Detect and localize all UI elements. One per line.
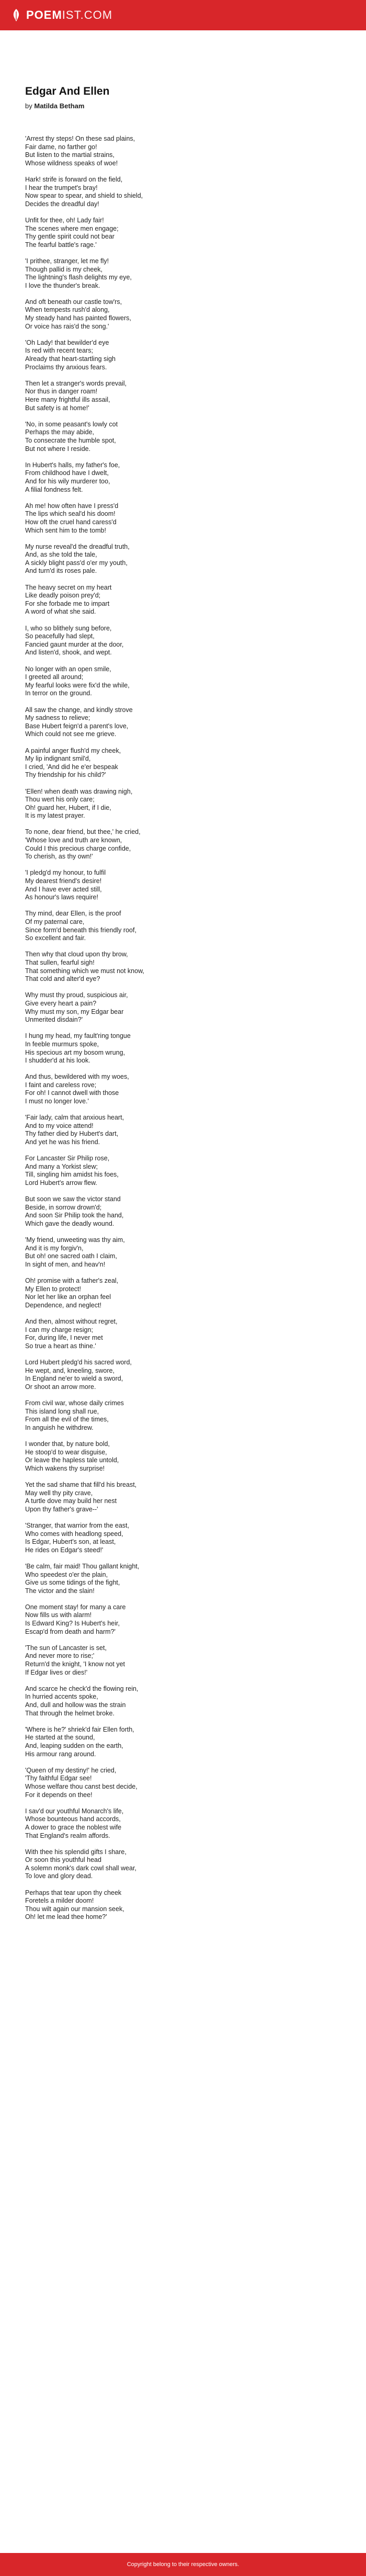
stanza [25,991,341,1024]
poem-line: That sullen, fearful sigh! [25,958,95,966]
stanza [25,1277,341,1309]
poem-line: For, during life, I never met [25,1334,103,1342]
poem-line: My lip indignant smil'd, [25,755,91,763]
poem-line: He rides on Edgar's steed!' [25,1546,104,1554]
stanza [25,910,341,942]
poem-line: Upon thy father's grave--' [25,1505,98,1513]
poem-line: A solemn monk's dark cowl shall wear, [25,1864,136,1872]
poem-line: And soon Sir Philip took the hand, [25,1212,124,1219]
poem-line: Like deadly poison prey'd; [25,592,101,600]
poem-line: Then why that cloud upon thy brow, [25,951,128,958]
poem-line: Thy father died by Hubert's dart, [25,1130,119,1138]
poem-line: I wonder that, by nature bold, [25,1440,110,1448]
poem-line: Fancied gaunt murder at the door, [25,640,124,648]
poem-line: Now fills us with alarm! [25,1611,92,1619]
poem-line: Who speedest o'er the plain, [25,1571,108,1578]
stanza [25,951,341,983]
poem-line: He stoop'd to wear disguise, [25,1448,107,1456]
stanza [25,217,341,249]
poem-line: 'The sun of Lancaster is set, [25,1644,107,1652]
poem-line: His specious art my bosom wrung, [25,1048,125,1056]
poem-line: No longer with an open smile, [25,665,111,673]
stanza [25,1399,341,1432]
poem-line: To none, dear friend, but thee,' he cried, [25,828,141,836]
poem-line: Lord Hubert's arrow flew. [25,1179,97,1187]
site-name: POEMIST.COM [26,8,113,21]
poem-line: That through the helmet broke. [25,1709,115,1717]
poem-line: Nor thus in danger roam! [25,388,98,396]
poem-line: And I have ever acted still, [25,885,102,893]
stanza [25,339,341,371]
poem-line: Yet the sad shame that fill'd his breast, [25,1481,137,1488]
poem-line: Till, singling him amidst his foes, [25,1171,119,1179]
poem-line: With thee his splendid gifts I share, [25,1848,127,1856]
poem-line: In hurried accents spoke, [25,1693,98,1701]
poem-line: Whose bounteous hand accords, [25,1815,121,1823]
stanza [25,747,341,779]
quill-icon [12,8,21,22]
stanza [25,461,341,494]
poem-line: That something which we must not know, [25,967,144,975]
poem-line: 'I pledg'd my honour, to fulfil [25,869,106,877]
by-prefix: by [25,102,32,110]
poem-line: Whose wildness speaks of woe! [25,159,118,167]
poem-line: But listen to the martial strains, [25,151,115,159]
poem-line: Decides the dreadful day! [25,200,99,208]
poem-line: Though pallid is my cheek, [25,265,102,273]
stanza [25,869,341,901]
poem-line: For it depends on thee! [25,1791,93,1799]
poem-line: Fair dame, no farther go! [25,143,97,151]
poem-line: A turtle dove may build her nest [25,1497,117,1505]
poem-line: Perhaps that tear upon thy cheek [25,1889,122,1896]
stanza [25,543,341,575]
poem-line: To love and glory dead. [25,1872,93,1880]
poem-line: That cold and alter'd eye? [25,975,100,983]
poem-line: And to my voice attend! [25,1122,94,1129]
poem-line: And never more to rise;' [25,1652,95,1660]
poem-line: That England's realm affords. [25,1832,110,1839]
poem-line: But not where I reside. [25,445,91,453]
poem-line: A filial fondness felt. [25,485,83,493]
stanza [25,176,341,208]
poem-line: From childhood have I dwelt, [25,469,109,477]
poem-line: Who comes with headlong speed, [25,1530,123,1538]
poem-line: Already that heart-startling sigh [25,355,116,363]
poem-line: Ah me! how often have I press'd [25,502,119,510]
poem-line: 'Queen of my destiny!' he cried, [25,1766,117,1774]
stanza [25,298,341,331]
poem-line: I shudder'd at his look. [25,1057,90,1065]
stanza [25,625,341,657]
poem-line: 'Whose love and truth are known, [25,837,122,844]
poem-line: And many a Yorkist slew; [25,1162,98,1170]
stanza [25,1848,341,1881]
stanza [25,828,341,861]
poem-line: 'Ellen! when death was drawing nigh, [25,787,133,795]
poem-line: Could I this precious charge confide, [25,844,131,852]
poem-line: Oh! guard her, Hubert, if I die, [25,804,111,811]
poem-line: Why must my son, my Edgar bear [25,1008,124,1015]
poem-body [25,135,341,1922]
poem-line: Why must thy proud, suspicious air, [25,991,128,999]
poem-line: And for his wily murderer too, [25,477,110,485]
poem-line: Is Edward King? Is Hubert's heir, [25,1620,120,1628]
poem-line: 'Fair lady, calm that anxious heart, [25,1114,124,1122]
poem-line: Lord Hubert pledg'd his sacred word, [25,1359,132,1366]
poem-line: Proclaims thy anxious fears. [25,363,107,371]
poem-line: This island long shall rue, [25,1407,99,1415]
stanza [25,421,341,453]
poem-line: Beside, in sorrow drown'd; [25,1203,102,1211]
copyright-text: Copyright belong to their respective owners. [127,2561,239,2568]
poem-line: 'I prithee, stranger, let me fly! [25,257,109,265]
poem-line: And it is my forgiv'n, [25,1244,84,1252]
poem-line: I sav'd our youthful Monarch's life, [25,1807,124,1815]
poem-line: The victor and the slain! [25,1587,95,1595]
poem-line: Give every heart a pain? [25,999,97,1007]
poem-line: 'My friend, unweeting was thy aim, [25,1236,125,1244]
site-logo[interactable] [12,8,112,22]
poem-line: In Hubert's halls, my father's foe, [25,461,120,469]
poem-line: My nurse reveal'd the dreadful truth, [25,543,130,550]
stanza [25,1073,341,1105]
poem-line: Unmerited disdain?' [25,1016,83,1024]
poem-line: I love the thunder's break. [25,281,100,289]
stanza [25,1195,341,1228]
poem-line: Give us some tidings of the fight, [25,1579,120,1587]
stanza [25,1155,341,1187]
poem-line: The scenes where men engage; [25,224,119,232]
byline [25,101,341,111]
poem-line: My Ellen to protect! [25,1285,81,1293]
poem-title: Edgar And Ellen [25,85,110,97]
poem-line: So excellent and fair. [25,934,86,942]
poem-line: When tempests rush'd along, [25,306,110,314]
poem-line: Which sent him to the tomb! [25,526,106,534]
stanza [25,1685,341,1718]
poem-line: Which wakens thy surprise! [25,1464,105,1472]
poem-line: 'Arrest thy steps! On these sad plains, [25,135,135,142]
poem-line: Or soon this youthful head [25,1856,101,1864]
poem-line: I cried, 'And did he e'er bespeak [25,763,118,771]
stanza [25,1318,341,1350]
poem-content [0,85,366,1922]
poem-line: Thy gentle spirit could not bear [25,233,115,241]
poem-line: Thy mind, dear Ellen, is the proof [25,910,121,918]
stanza [25,1603,341,1636]
poem-line: Thou wert his only care; [25,796,95,804]
poem-line: Which could not see me grieve. [25,730,117,738]
poem-line: And scarce he check'd the flowing rein, [25,1685,139,1692]
poem-line: May well thy pity crave, [25,1489,93,1497]
poem-line: My steady hand has painted flowers, [25,314,131,322]
poem-line: If Edgar lives or dies!' [25,1668,88,1676]
poem-line: And then, almost without regret, [25,1318,118,1326]
poem-line: 'Stranger, that warrior from the east, [25,1521,129,1529]
poem-line: A sickly blight pass'd o'er my youth, [25,559,128,567]
poem-line: All saw the change, and kindly strove [25,706,133,714]
poem-line: Foretels a milder doom! [25,1897,94,1905]
poem-line: Escap'd from death and harm?' [25,1628,116,1635]
poem-line: Since form'd beneath this friendly roof, [25,926,136,934]
poem-line: And turn'd its roses pale. [25,567,97,575]
poem-line: Thy friendship for his child?' [25,771,106,779]
poem-line: A dower to grace the noblest wife [25,1823,122,1831]
poem-line: Hark! strife is forward on the field, [25,175,123,183]
poem-line: Whose welfare thou canst best decide, [25,1782,138,1790]
poem-line: I hung my head, my fault'ring tongue [25,1032,131,1040]
poem-line: But soon we saw the victor stand [25,1195,121,1203]
top-bar [0,0,366,30]
poem-line: My dearest friend's desire! [25,877,102,885]
poem-line: For Lancaster Sir Philip rose, [25,1155,110,1162]
poem-line: I greeted all around; [25,673,84,681]
stanza [25,665,341,698]
poem-line: Return'd the knight, 'I know not yet [25,1660,125,1668]
poem-line: I can my charge resign; [25,1326,93,1334]
poem-line: But safety is at home!' [25,404,89,412]
poem-line: His armour rang around. [25,1750,96,1758]
poem-line: My fearful looks were fix'd the while, [25,681,130,689]
poem-line: Oh! let me lead thee home?' [25,1913,107,1921]
poem-line: From civil war, whose daily crimes [25,1399,124,1407]
poem-line: Of my paternal care, [25,918,85,925]
poem-line: Or shoot an arrow more. [25,1383,96,1391]
stanza [25,1563,341,1595]
poem-line: And, as she told the tale, [25,551,97,559]
poem-line: And, dull and hollow was the strain [25,1701,126,1709]
poem-line: And yet he was his friend. [25,1138,100,1146]
stanza [25,1726,341,1758]
stanza [25,1644,341,1677]
stanza [25,1440,341,1473]
poem-line: So peacefully had slept, [25,632,95,640]
stanza [25,1807,341,1840]
poem-line: The lightning's flash delights my eye, [25,274,132,281]
poem-line: 'Be calm, fair maid! Thou gallant knight, [25,1562,140,1570]
poem-line: Oh! promise with a father's zeal, [25,1277,119,1285]
poem-line: And listen'd, shook, and wept. [25,649,112,657]
poem-line: He wept, and, kneeling, swore, [25,1366,115,1374]
poem-line: For oh! I cannot dwell with those [25,1089,119,1097]
stanza [25,1522,341,1554]
stanza [25,788,341,820]
poem-line: I faint and careless rove; [25,1081,97,1089]
poem-line: I hear the trumpet's bray! [25,184,98,191]
poem-line: The lips which seal'd his doom! [25,510,116,518]
poem-line: Or voice has rais'd the song.' [25,322,109,330]
poem-line: A painful anger flush'd my cheek, [25,747,121,754]
poem-line: Now spear to spear, and shield to shield, [25,192,143,200]
stanza [25,1032,341,1065]
poem-line: Nor let her like an orphan feel [25,1293,111,1301]
poem-line: I, who so blithely sung before, [25,624,112,632]
stanza [25,1236,341,1269]
poem-line: My sadness to relieve; [25,714,90,722]
poem-line: To cherish, as thy own!' [25,853,93,861]
poem-line: From all the evil of the times, [25,1416,109,1423]
author-link[interactable]: Matilda Betham [34,102,85,110]
poem-line: One moment stay! for many a care [25,1603,126,1611]
poem-line: Base Hubert feign'd a parent's love, [25,722,129,730]
poem-line: It is my latest prayer. [25,812,85,820]
stanza [25,1767,341,1799]
stanza [25,706,341,739]
poem-line: Thou wilt again our mansion seek, [25,1905,124,1913]
poem-line: Unfit for thee, oh! Lady fair! [25,216,104,224]
poem-line: 'No, in some peasant's lowly cot [25,420,118,428]
poem-line: Dependence, and neglect! [25,1301,101,1309]
poem-line: For she forbade me to impart [25,600,110,607]
poem-line: A word of what she said. [25,608,96,616]
poem-line: Here many frightful ills assail, [25,396,110,403]
poem-line: Or leave the hapless tale untold, [25,1456,119,1464]
poem-line: So true a heart as thine.' [25,1342,96,1350]
poem-line: In England ne'er to wield a sword, [25,1375,123,1383]
poem-line: In feeble murmurs spoke, [25,1040,99,1048]
poem-line: The fearful battle's rage.' [25,241,97,248]
poem-line: And thus, bewildered with my woes, [25,1073,129,1081]
poem-line: 'Oh Lady! that bewilder'd eye [25,338,109,346]
stanza [25,1889,341,1922]
poem-line: Then let a stranger's words prevail, [25,379,127,387]
stanza [25,1481,341,1513]
poem-line: But oh! one sacred oath I claim, [25,1252,117,1260]
poem-line: As honour's laws require! [25,894,98,901]
poem-line: In terror on the ground. [25,690,92,697]
poem-line: The heavy secret on my heart [25,583,112,591]
footer-bar [0,2553,366,2576]
poem-line: How oft the cruel hand caress'd [25,518,117,526]
poem-line: 'Thy faithful Edgar see! [25,1775,92,1782]
stanza [25,584,341,616]
poem-line: In anguish he withdrew. [25,1423,94,1431]
stanza [25,257,341,290]
poem-line: Perhaps the may abide, [25,428,95,436]
stanza [25,1114,341,1146]
poem-line: I must no longer love.' [25,1098,89,1105]
stanza [25,135,341,167]
poem-line: Which gave the deadly wound. [25,1219,115,1227]
stanza [25,1359,341,1391]
poem-line: And oft beneath our castle tow'rs, [25,298,122,306]
poem-line: And, leaping sudden on the earth, [25,1742,123,1749]
poem-line: Is red with recent tears; [25,347,93,355]
poem-line: He started at the sound, [25,1734,95,1742]
poem-line: To consecrate the humble spot, [25,436,116,444]
poem-line: Is Edgar, Hubert's son, at least, [25,1538,116,1546]
poem-line: 'Where is he?' shriek'd fair Ellen forth, [25,1725,134,1733]
poem-line: In sight of men, and heav'n! [25,1260,106,1268]
stanza [25,502,341,535]
stanza [25,380,341,412]
